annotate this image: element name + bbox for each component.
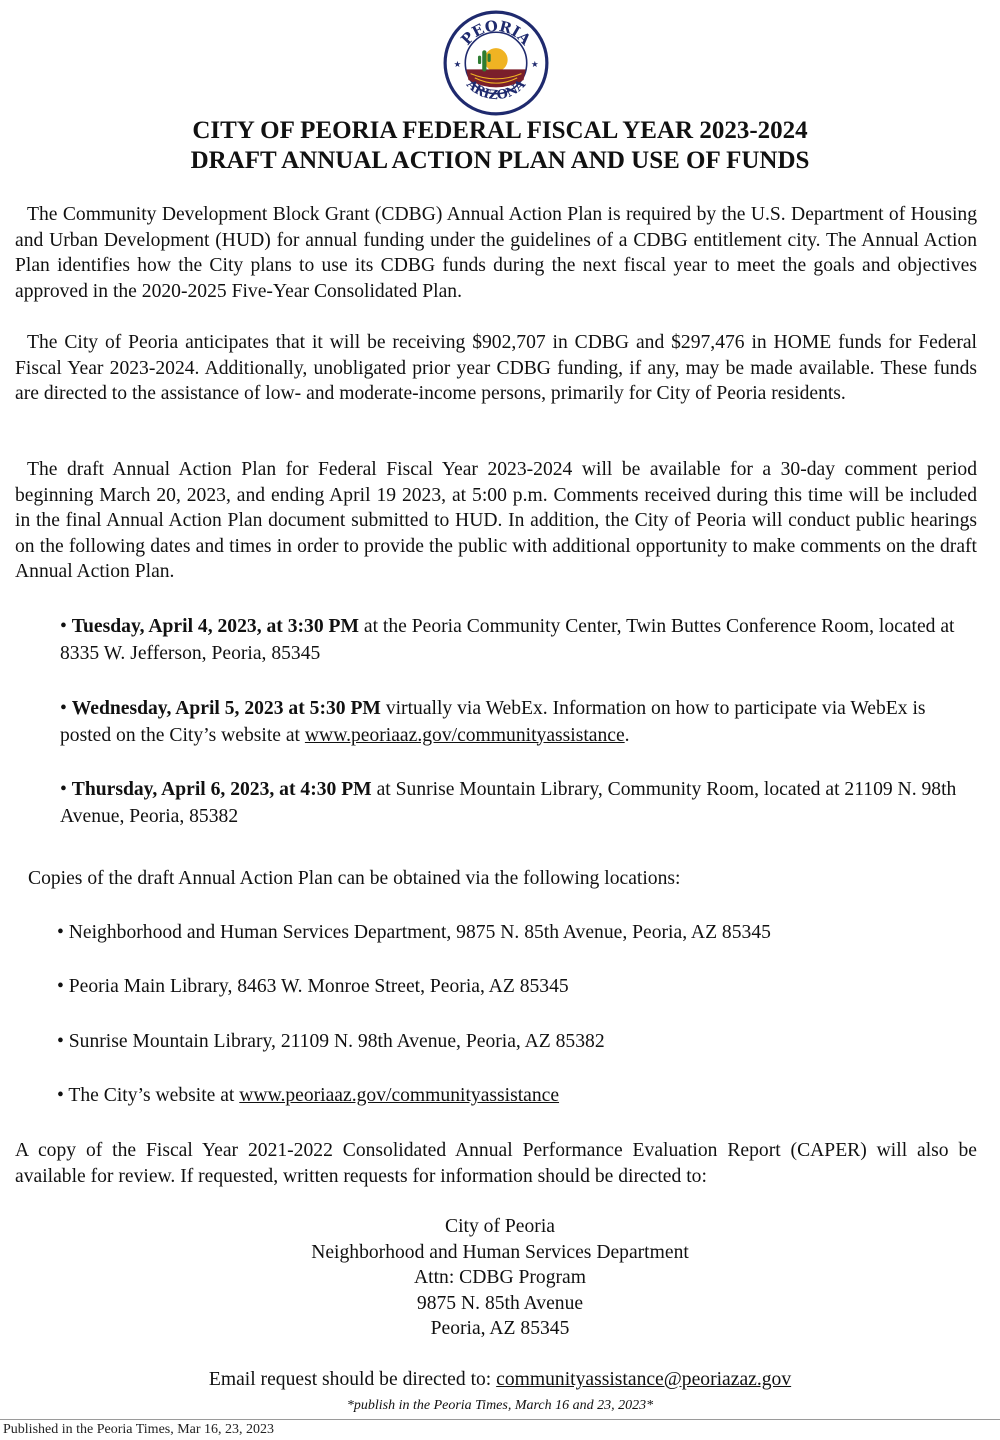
- funding-paragraph: The City of Peoria anticipates that it will be receiving $902,707 in CDBG and $297,476 in HOME funds for Federal Fiscal Year 2023-2024. Additionally, unobligated prior year CDBG funding, if any, may be made available. These funds are directed to the assistance of low- and moderate-income persons, primarily for City of Peoria residents.: [15, 332, 977, 404]
- location-item: • Neighborhood and Human Services Department, 9875 N. 85th Avenue, Peoria, AZ 85345: [57, 922, 771, 943]
- seal-star-right: ★: [530, 59, 539, 70]
- caper-paragraph: A copy of the Fiscal Year 2021-2022 Consolidated Annual Performance Evaluation Report (CAPER) will also be available for review. If requested, written requests for information should be directed to:: [15, 1140, 977, 1187]
- hearing-date: Tuesday, April 4, 2023, at 3:30 PM: [71, 616, 359, 637]
- seal-bottom-text: ARIZONA: [463, 76, 529, 103]
- city-of-peoria-seal: [443, 10, 549, 116]
- hearing-date: Wednesday, April 5, 2023 at 5:30 PM: [71, 698, 381, 719]
- footer-divider: [0, 1419, 1000, 1420]
- address-line: Neighborhood and Human Services Department: [311, 1241, 689, 1263]
- publish-note: *publish in the Peoria Times, March 16 and 23, 2023*: [346, 1398, 654, 1413]
- hearing-item: • Thursday, April 6, 2023, at 4:30 PM at Sunrise Mountain Library, Community Room, located at 21109 N. 98th Avenue, Peoria, 85382: [60, 779, 957, 827]
- cdbg-plan-paragraph: The Community Development Block Grant (CDBG) Annual Action Plan is required by the U.S. Department of Housing and Urban Development (HUD) for annual funding under the guidelines of a CDBG entitlement city. The Annual Action Plan identifies how the City plans to use its CDBG funds during the next fiscal year to meet the goals and objectives approved in the 2020-2025 Five-Year Consolidated Plan.: [15, 204, 977, 302]
- email-prefix: Email request should be directed to:: [208, 1369, 497, 1390]
- title-line-1: CITY OF PEORIA FEDERAL FISCAL YEAR 2023-2024: [192, 117, 808, 144]
- location-item: • Peoria Main Library, 8463 W. Monroe Street, Peoria, AZ 85345: [57, 976, 569, 997]
- publication-footer: Published in the Peoria Times, Mar 16, 23, 2023: [3, 1422, 275, 1437]
- hearing-item: • Wednesday, April 5, 2023 at 5:30 PM virtually via WebEx. Information on how to participate via WebEx is posted on the City’s website at www.peoriaaz.gov/communityassistance.: [60, 698, 926, 746]
- email-request-line: [0, 1367, 1000, 1393]
- location-text: Sunrise Mountain Library, 21109 N. 98th Avenue, Peoria, AZ 85382: [68, 1031, 605, 1052]
- hearing-date: Thursday, April 6, 2023, at 4:30 PM: [71, 779, 372, 800]
- website-link[interactable]: www.peoriaaz.gov/communityassistance: [304, 724, 625, 746]
- location-text: Neighborhood and Human Services Department, 9875 N. 85th Avenue, Peoria, AZ 85345: [68, 922, 771, 943]
- location-item: • The City’s website at www.peoriaaz.gov/communityassistance: [57, 1085, 560, 1106]
- copies-intro: Copies of the draft Annual Action Plan can be obtained via the following locations:: [28, 868, 681, 889]
- notice-title: [0, 116, 1000, 176]
- website-prefix: The City’s website at: [68, 1085, 240, 1106]
- location-item: • Sunrise Mountain Library, 21109 N. 98th Avenue, Peoria, AZ 85382: [57, 1031, 605, 1052]
- location-text: Peoria Main Library, 8463 W. Monroe Street, Peoria, AZ 85345: [68, 976, 569, 997]
- address-line: City of Peoria: [445, 1216, 555, 1237]
- seal-star-left: ★: [453, 59, 462, 70]
- seal-top-text: PEORIA: [458, 17, 534, 49]
- address-line: Attn: CDBG Program: [414, 1267, 586, 1289]
- hearing-detail-tail: .: [624, 724, 630, 746]
- hearing-detail: virtually via WebEx. Information on how to participate via WebEx is posted on the City’s website at: [60, 698, 926, 746]
- address-line: Peoria, AZ 85345: [430, 1318, 570, 1340]
- website-link[interactable]: www.peoriaaz.gov/communityassistance: [239, 1085, 560, 1106]
- hearing-detail: at the Peoria Community Center, Twin Buttes Conference Room, located at 8335 W. Jefferson, Peoria, 85345: [60, 616, 955, 664]
- hearing-detail: at Sunrise Mountain Library, Community Room, located at 21109 N. 98th Avenue, Peoria, 85382: [60, 779, 957, 827]
- email-link[interactable]: communityassistance@peoriazaz.gov: [496, 1369, 792, 1390]
- comment-period-paragraph: The draft Annual Action Plan for Federal Fiscal Year 2023-2024 will be available for a 30-day comment period beginning March 20, 2023, and ending April 19 2023, at 5:00 p.m. Comments received during this time will be included in the final Annual Action Plan document submitted to HUD. In addition, the City of Peoria will conduct public hearings on the following dates and times in order to provide the public with additional opportunity to make comments on the draft Annual Action Plan.: [15, 459, 977, 582]
- title-line-2: DRAFT ANNUAL ACTION PLAN AND USE OF FUNDS: [190, 147, 810, 174]
- address-line: 9875 N. 85th Avenue: [416, 1292, 584, 1314]
- mailing-address: [0, 1214, 1000, 1342]
- hearing-item: • Tuesday, April 4, 2023, at 3:30 PM at the Peoria Community Center, Twin Buttes Conference Room, located at 8335 W. Jefferson, Peoria, 85345: [60, 616, 955, 664]
